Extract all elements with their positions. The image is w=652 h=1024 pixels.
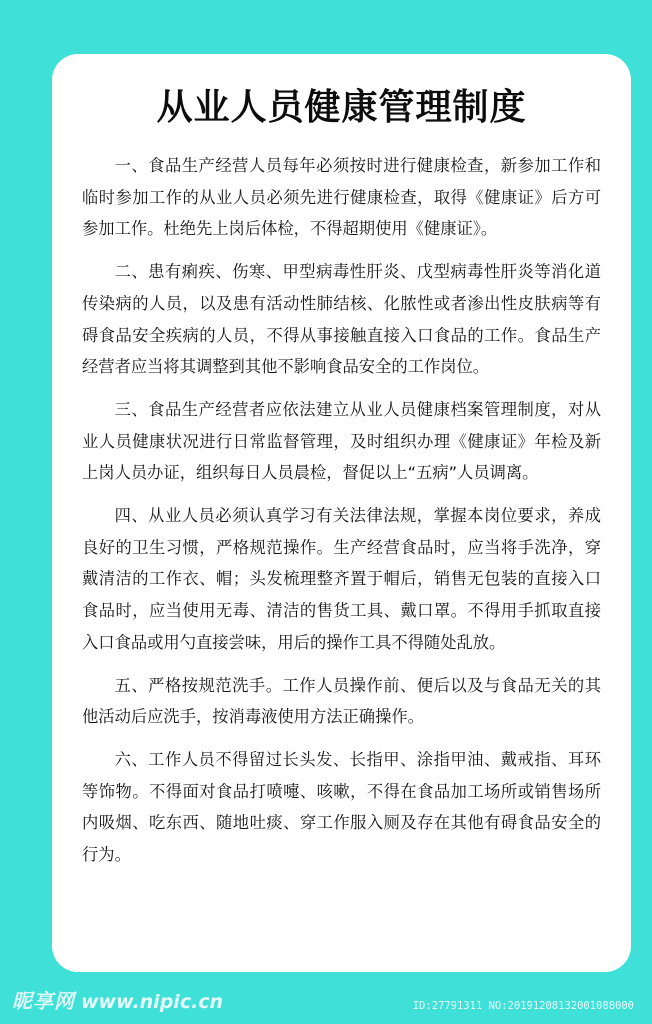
watermark-id: ID:27791311 NO:20191208132001088000: [412, 1000, 634, 1012]
document-card: [52, 54, 631, 972]
paragraph-3: 三、食品生产经营者应依法建立从业人员健康档案管理制度，对从业人员健康状况进行日常监督管理，及时组织办理《健康证》年检及新上岗人员办证，组织每日人员晨检，督促以上“五病”人员调离。: [82, 399, 601, 483]
paragraph-2: 二、患有痢疾、伤寒、甲型病毒性肝炎、戊型病毒性肝炎等消化道传染病的人员，以及患有活动性肺结核、化脓性或者渗出性皮肤病等有碍食品安全疾病的人员，不得从事接触直接入口食品的工作。食品生产经营者应当将其调整到其他不影响食品安全的工作岗位。: [82, 262, 601, 377]
paragraph-4: 四、从业人员必须认真学习有关法律法规，掌握本岗位要求，养成良好的卫生习惯，严格规范操作。生产经营食品时，应当将手洗净，穿戴清洁的工作衣、帽；头发梳理整齐置于帽后，销售无包装的直接入口食品时，应当使用无毒、清洁的售货工具、戴口罩。不得用手抓取直接入口食品或用勺直接尝味，用后的操作工具不得随处乱放。: [82, 506, 601, 652]
watermark-url: www.nipic.cn: [81, 991, 224, 1013]
paragraph-5: 五、严格按规范洗手。工作人员操作前、便后以及与食品无关的其他活动后应洗手，按消毒液使用方法正确操作。: [82, 675, 601, 727]
watermark-brand: 昵享网: [12, 989, 75, 1013]
watermark-logo: [12, 985, 223, 1014]
paragraph-1: 一、食品生产经营人员每年必须按时进行健康检查，新参加工作和临时参加工作的从业人员必须先进行健康检查，取得《健康证》后方可参加工作。杜绝先上岗后体检，不得超期使用《健康证》。: [82, 156, 601, 239]
paragraph-6: 六、工作人员不得留过长头发、长指甲、涂指甲油、戴戒指、耳环等饰物。不得面对食品打喷嚏、咳嗽，不得在食品加工场所或销售场所内吸烟、吃东西、随地吐痰、穿工作服入厕及存在其他有碍食品安全的行为。: [82, 749, 601, 865]
watermark-footer: [0, 984, 652, 1024]
document-title: 从业人员健康管理制度: [156, 87, 527, 128]
